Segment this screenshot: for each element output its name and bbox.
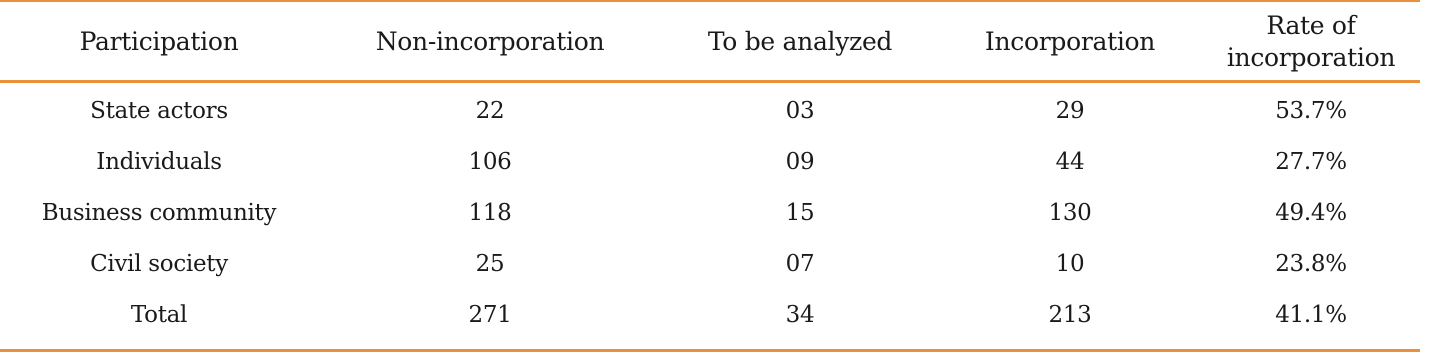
cell-to-be-analyzed: 15 xyxy=(785,199,815,226)
header-rate-of-incorporation xyxy=(1202,10,1420,74)
table-top-rule xyxy=(0,0,1420,2)
header-non-incorporation: Non-incorporation xyxy=(375,27,605,56)
cell-incorporation: 130 xyxy=(1048,199,1092,226)
cell-to-be-analyzed: 03 xyxy=(785,97,815,124)
cell-incorporation: 213 xyxy=(1048,301,1092,328)
cell-participation: State actors xyxy=(90,97,228,124)
cell-incorporation: 44 xyxy=(1055,148,1085,175)
cell-rate: 41.1% xyxy=(1275,301,1347,328)
cell-rate: 53.7% xyxy=(1275,97,1347,124)
cell-non-incorporation: 271 xyxy=(468,301,512,328)
cell-non-incorporation: 22 xyxy=(475,97,505,124)
table-header-rule xyxy=(0,80,1420,83)
header-rate-line-1: Rate of xyxy=(1266,11,1356,40)
cell-rate: 27.7% xyxy=(1275,148,1347,175)
cell-non-incorporation: 25 xyxy=(475,250,505,277)
cell-rate: 23.8% xyxy=(1275,250,1347,277)
table-row xyxy=(0,187,1420,238)
cell-incorporation: 10 xyxy=(1055,250,1085,277)
cell-participation: Civil society xyxy=(90,250,228,277)
cell-non-incorporation: 106 xyxy=(468,148,512,175)
header-participation: Participation xyxy=(79,27,239,56)
table-bottom-rule xyxy=(0,349,1420,352)
cell-to-be-analyzed: 09 xyxy=(785,148,815,175)
header-incorporation: Incorporation xyxy=(984,27,1156,56)
cell-non-incorporation: 118 xyxy=(468,199,512,226)
cell-to-be-analyzed: 34 xyxy=(785,301,815,328)
header-to-be-analyzed: To be analyzed xyxy=(707,27,893,56)
header-rate-line-2: incorporation xyxy=(1226,43,1396,72)
table-header-row xyxy=(0,4,1420,80)
table-row xyxy=(0,238,1420,289)
cell-to-be-analyzed: 07 xyxy=(785,250,815,277)
cell-participation: Individuals xyxy=(96,148,222,175)
cell-incorporation: 29 xyxy=(1055,97,1085,124)
table-row xyxy=(0,136,1420,187)
cell-rate: 49.4% xyxy=(1275,199,1347,226)
table-row xyxy=(0,85,1420,136)
table-row-total xyxy=(0,289,1420,340)
cell-participation: Business community xyxy=(41,199,277,226)
cell-participation: Total xyxy=(130,301,188,328)
